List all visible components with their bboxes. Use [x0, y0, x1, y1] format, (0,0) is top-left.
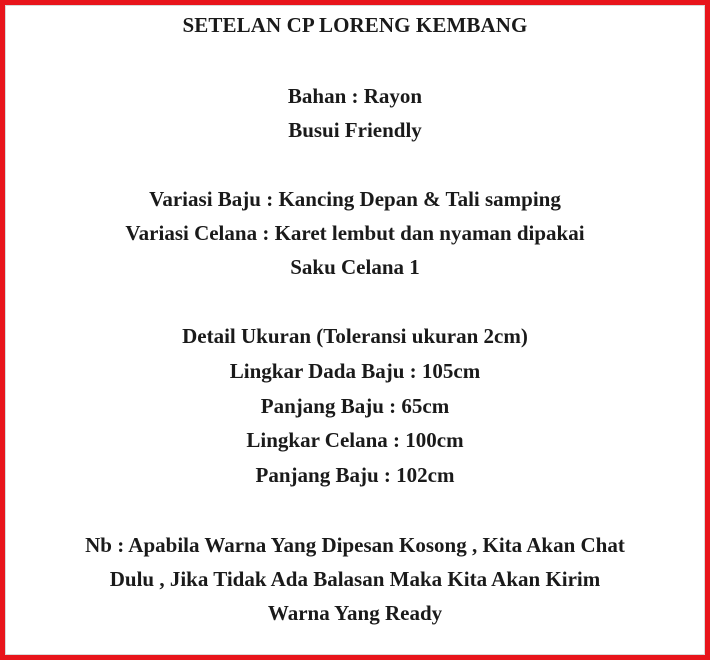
material-line: Bahan : Rayon: [287, 84, 423, 108]
saku-line: Saku Celana 1: [290, 255, 420, 279]
size-item: Lingkar Dada Baju : 105cm: [229, 359, 481, 383]
product-title: SETELAN CP LORENG KEMBANG: [182, 13, 528, 37]
busui-line: Busui Friendly: [288, 118, 422, 142]
size-item: Lingkar Celana : 100cm: [246, 428, 464, 452]
size-item: Panjang Baju : 65cm: [260, 394, 450, 418]
size-item: Panjang Baju : 102cm: [255, 463, 455, 487]
note-line: Dulu , Jika Tidak Ada Balasan Maka Kita Akan Kirim: [109, 567, 601, 591]
variation-celana-line: Variasi Celana : Karet lembut dan nyaman dipakai: [125, 221, 585, 245]
size-heading: Detail Ukuran (Toleransi ukuran 2cm): [182, 324, 528, 348]
note-line: Nb : Apabila Warna Yang Dipesan Kosong , Kita Akan Chat: [85, 533, 625, 557]
note-line: Warna Yang Ready: [267, 601, 443, 625]
variation-baju-line: Variasi Baju : Kancing Depan & Tali samping: [149, 187, 561, 211]
